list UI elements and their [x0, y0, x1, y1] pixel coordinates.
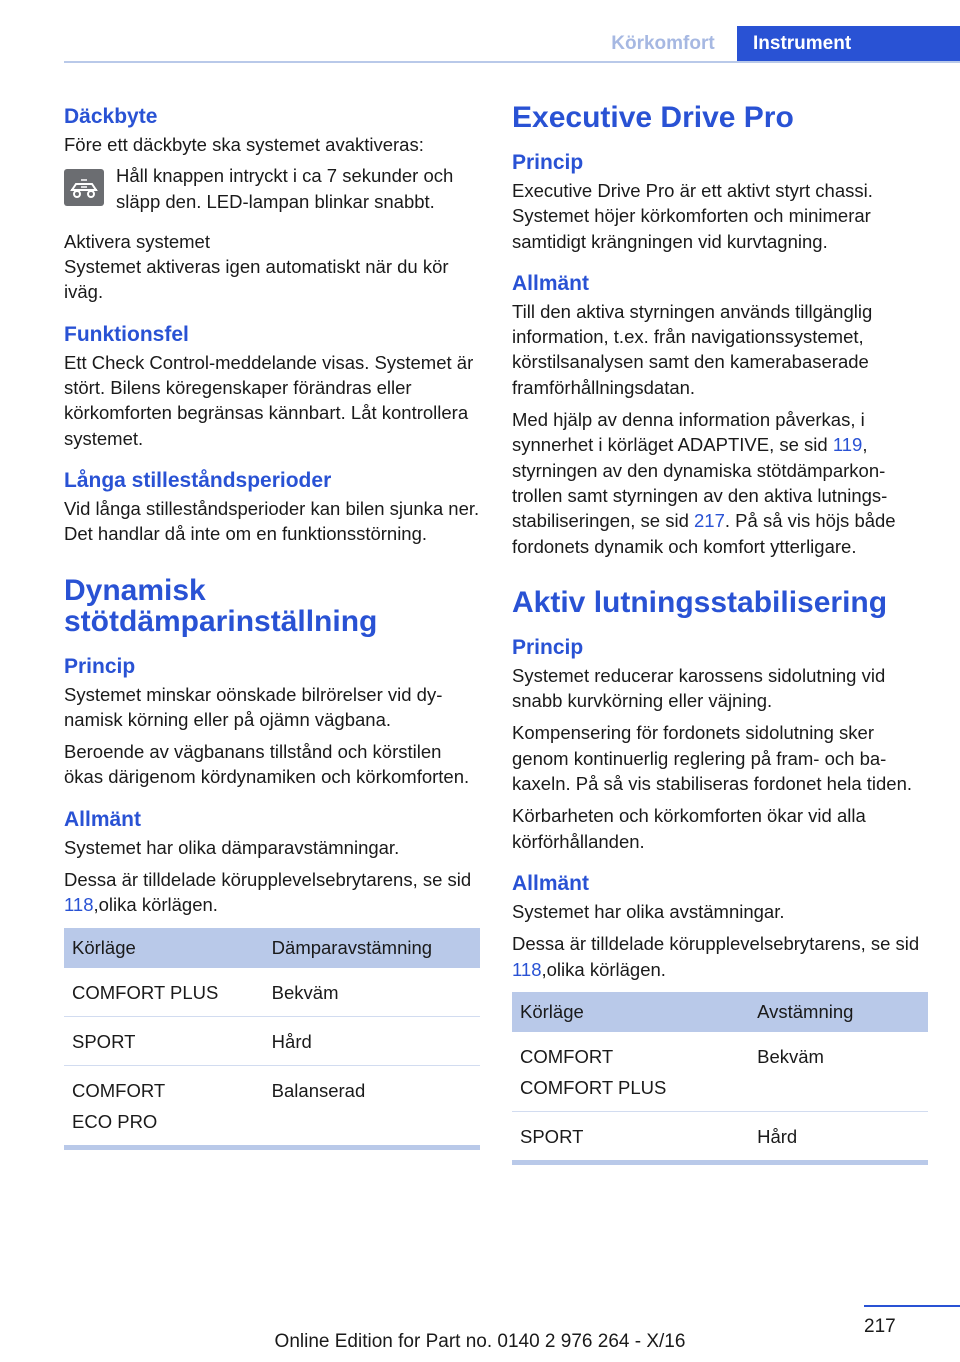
table-cell: Balanserad	[271, 1079, 366, 1101]
edp-general-heading: Allmänt	[512, 271, 590, 295]
als-general-heading: Allmänt	[512, 871, 590, 895]
table-row	[64, 1065, 480, 1145]
als-principle-p2: Kompensering för fordonets sidolutning sker genom kontinuerlig reglering på fram- och bakaxeln. På så vis stabiliseras fordonet hela tiden.	[512, 722, 913, 795]
tire-change-heading: Däckbyte	[64, 105, 158, 128]
table-end-bar	[512, 1160, 928, 1165]
page-link-119[interactable]: 119	[832, 434, 863, 456]
edp-heading: Executive Drive Pro	[512, 101, 794, 134]
als-principle-p3: Körbarheten och körkomforten ökar vid alla körförhållanden.	[512, 805, 866, 852]
idle-heading: Långa stilleståndsperioder	[64, 468, 332, 492]
als-principle-heading: Princip	[512, 635, 584, 659]
table-end-bar	[64, 1145, 480, 1150]
als-principle-p1: Systemet reducerar karossens sidolutning vid snabb kurvkörning eller väjning.	[512, 664, 886, 712]
page-number: 217	[864, 1316, 896, 1337]
header-active-tab[interactable]: Instrument	[737, 26, 960, 62]
idle-text: Vid långa stilleståndsperioder kan bilen sjunka ner. Det handlar då inte om en funktionsstörning.	[64, 497, 480, 545]
tire-change-step	[64, 163, 480, 214]
table-row	[512, 1032, 928, 1112]
table-header: Dämparavstämning	[264, 928, 480, 968]
damping-principle-p2: Beroende av vägbanans tillstånd och körstilen ökas därigenom kördynamiken och körkomforten.	[64, 741, 470, 788]
table-row	[64, 968, 480, 1017]
table-header: Körläge	[64, 928, 264, 968]
edp-general-p2: Med hjälp av denna information påverkas, i synnerhet i körläget ADAPTIVE, se sid 119, styrningen av den dynamiska stötdämparkontrollen samt styrningen av den aktiva lutningsstabiliseringen, se sid 217. På så vis höjs både fordonets dynamik och komfort ytterligare.	[512, 409, 896, 557]
page-link-118[interactable]: 118	[64, 894, 94, 916]
table-row	[512, 1111, 928, 1160]
edp-principle-heading: Princip	[512, 151, 584, 174]
damping-general-heading: Allmänt	[64, 807, 142, 831]
tire-change-intro: Före ett däckbyte ska systemet avaktiveras:	[64, 134, 424, 155]
header-divider	[64, 61, 960, 63]
left-column	[64, 102, 480, 1150]
table-cell: ECO PRO	[72, 1110, 158, 1132]
table-row	[64, 1016, 480, 1065]
car-tire-icon	[64, 169, 104, 206]
edp-general-p1: Till den aktiva styrningen används tillgänglig information, t.ex. från navigationssystemet, körstilsanalysen samt den kamerabaserade framförhållningsdatan.	[512, 300, 873, 398]
damping-heading-line2: stötdämparinställning	[64, 604, 378, 638]
table-header: Körläge	[512, 992, 749, 1032]
damping-general-p2: Dessa är tilldelade körupplevelsebrytarens, se sid 118,olika körlägen.	[64, 869, 472, 916]
damping-heading-line1: Dynamisk	[64, 573, 206, 607]
als-general-p2: Dessa är tilldelade körupplevelsebrytarens, se sid 118,olika körlägen.	[512, 933, 920, 980]
table-header: Avstämning	[749, 992, 928, 1032]
fault-heading: Funktionsfel	[64, 322, 189, 346]
tire-change-step-text: Håll knappen intryckt i ca 7 sekunder och släpp den. LED-lampan blinkar snabbt.	[116, 165, 454, 212]
page-link-118[interactable]: 118	[512, 958, 542, 980]
table-cell: SPORT	[72, 1030, 136, 1052]
page-link-217[interactable]: 217	[694, 510, 725, 532]
damping-table	[64, 928, 480, 1145]
table-cell: Bekväm	[749, 1032, 928, 1112]
table-cell: COMFORT PLUS	[520, 1076, 667, 1098]
damping-principle-heading: Princip	[64, 654, 136, 678]
footer-edition: Online Edition for Part no. 0140 2 976 264 - X/16	[274, 1331, 686, 1352]
table-cell: Bekväm	[264, 968, 480, 1017]
activate-text: Systemet aktiveras igen automatiskt när du kör iväg.	[64, 256, 449, 303]
right-column	[512, 102, 928, 1165]
table-cell: Hård	[757, 1125, 798, 1147]
damping-general-p1: Systemet har olika dämparavstämningar.	[64, 836, 400, 858]
footer-divider	[864, 1305, 960, 1307]
table-cell: Hård	[264, 1016, 480, 1065]
als-general-p1: Systemet har olika avstämningar.	[512, 900, 785, 922]
table-cell: COMFORT PLUS	[72, 981, 219, 1003]
header-section-tab[interactable]: Körkomfort	[611, 33, 715, 54]
damping-principle-p1: Systemet minskar oönskade bilrörelser vid dynamisk körning eller på ojämn vägbana.	[64, 683, 443, 730]
edp-principle-p1: Executive Drive Pro är ett aktivt styrt chassi. Systemet höjer körkomforten och minimerar samtidigt krängningen vid kurvtagning.	[512, 180, 873, 252]
fault-text: Ett Check Control-meddelande visas. Systemet är stört. Bilens köregenskaper förändras eller körkomforten begränsas kännbart. Låt kontrollera systemet.	[64, 351, 474, 449]
table-cell: COMFORT	[520, 1045, 614, 1067]
als-heading: Aktiv lutningsstabilisering	[512, 585, 888, 619]
activate-label: Aktivera systemet	[64, 230, 210, 252]
stabilization-table	[512, 992, 928, 1160]
table-cell: COMFORT	[72, 1079, 166, 1101]
table-cell: SPORT	[520, 1125, 584, 1147]
